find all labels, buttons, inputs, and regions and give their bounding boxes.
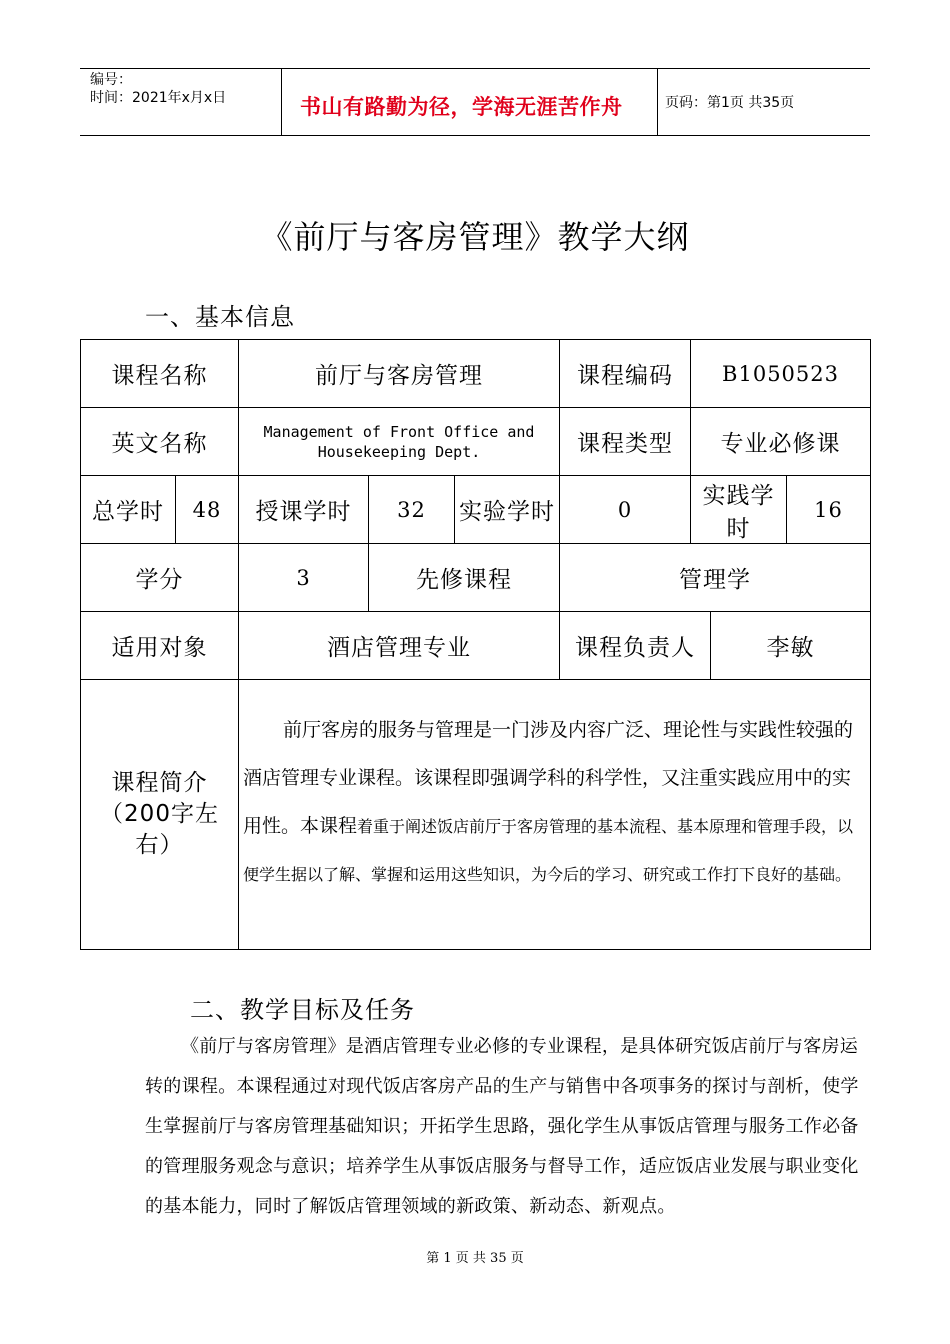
table-row — [81, 340, 871, 408]
lab-hours-value: 0 — [560, 476, 691, 544]
english-name-label: 英文名称 — [81, 408, 239, 476]
course-name-label: 课程名称 — [81, 340, 239, 408]
basic-info-table — [80, 339, 871, 950]
header-divider-right — [657, 68, 658, 135]
prerequisite-label: 先修课程 — [369, 544, 560, 612]
header-divider-left — [281, 68, 282, 135]
practice-hours-value: 16 — [787, 476, 871, 544]
table-row — [81, 680, 871, 950]
table-row — [81, 612, 871, 680]
course-name-value: 前厅与客房管理 — [239, 340, 560, 408]
english-name-line2: Housekeeping Dept. — [317, 442, 481, 461]
header-bottom-rule — [80, 135, 870, 136]
course-intro-value — [239, 680, 871, 950]
course-code-value: B1050523 — [691, 340, 871, 408]
lecture-hours-label: 授课学时 — [239, 476, 369, 544]
document-number-label: 编号： — [90, 72, 132, 88]
course-type-label: 课程类型 — [560, 408, 691, 476]
instructor-value: 李敏 — [711, 612, 871, 680]
course-intro-text-part2: 着重于阐述饭店前厅于客房管理的基本流程、基本原理和管理手段，以便学生据以了解、掌握和运用这些知识，为今后的学习、研究或工作打下良好的基础。 — [243, 817, 854, 884]
section-heading-basic-info: 一、基本信息 — [145, 303, 295, 331]
header-top-rule — [80, 68, 870, 69]
course-intro-label — [81, 680, 239, 950]
course-intro-text — [243, 706, 868, 898]
instructor-label: 课程负责人 — [560, 612, 711, 680]
lab-hours-label: 实验学时 — [455, 476, 560, 544]
objectives-paragraph: 《前厅与客房管理》是酒店管理专业必修的专业课程，是具体研究饭店前厅与客房运转的课程。本课程通过对现代饭店客房产品的生产与销售中各项事务的探讨与剖析，使学生掌握前厅与客房管理基础知识；开拓学生思路，强化学生从事饭店管理与服务工作必备的管理服务观念与意识；培养学生从事饭店服务与督导工作，适应饭店业发展与职业变化的基本能力，同时了解饭店管理领域的新政策、新动态、新观点。 — [145, 1036, 859, 1217]
english-name-value — [239, 408, 560, 476]
course-intro-label-line2: （200字左 — [100, 801, 219, 827]
practice-hours-label: 实践学时 — [691, 476, 787, 544]
course-intro-label-line1: 课程简介 — [111, 770, 208, 796]
header-motto: 书山有路勤为径，学海无涯苦作舟 — [300, 94, 623, 119]
document-time-label: 时间：2021年x月x日 — [90, 90, 227, 106]
course-intro-text-part1: 前厅客房的服务与管理是一门涉及内容广泛、理论性与实践性较强的酒店管理专业课程。该课程即强调学科的科学性，又注重实践应用中的实用性。本课程 — [243, 719, 854, 837]
total-hours-label: 总学时 — [81, 476, 176, 544]
header-page-info: 页码：第1页 共35页 — [665, 95, 795, 111]
prerequisite-value: 管理学 — [560, 544, 871, 612]
document-title: 《前厅与客房管理》教学大纲 — [260, 218, 690, 256]
course-type-value: 专业必修课 — [691, 408, 871, 476]
page-footer: 第 1 页 共 35 页 — [426, 1251, 524, 1266]
total-hours-value: 48 — [176, 476, 239, 544]
credits-value: 3 — [239, 544, 369, 612]
credits-label: 学分 — [81, 544, 239, 612]
course-code-label: 课程编码 — [560, 340, 691, 408]
course-intro-label-line3: 右） — [135, 832, 184, 858]
table-row — [81, 408, 871, 476]
audience-value: 酒店管理专业 — [239, 612, 560, 680]
table-row — [81, 544, 871, 612]
audience-label: 适用对象 — [81, 612, 239, 680]
english-name-line1: Management of Front Office and — [263, 422, 535, 441]
section-heading-objectives: 二、教学目标及任务 — [190, 996, 415, 1024]
table-row — [81, 476, 871, 544]
lecture-hours-value: 32 — [369, 476, 455, 544]
